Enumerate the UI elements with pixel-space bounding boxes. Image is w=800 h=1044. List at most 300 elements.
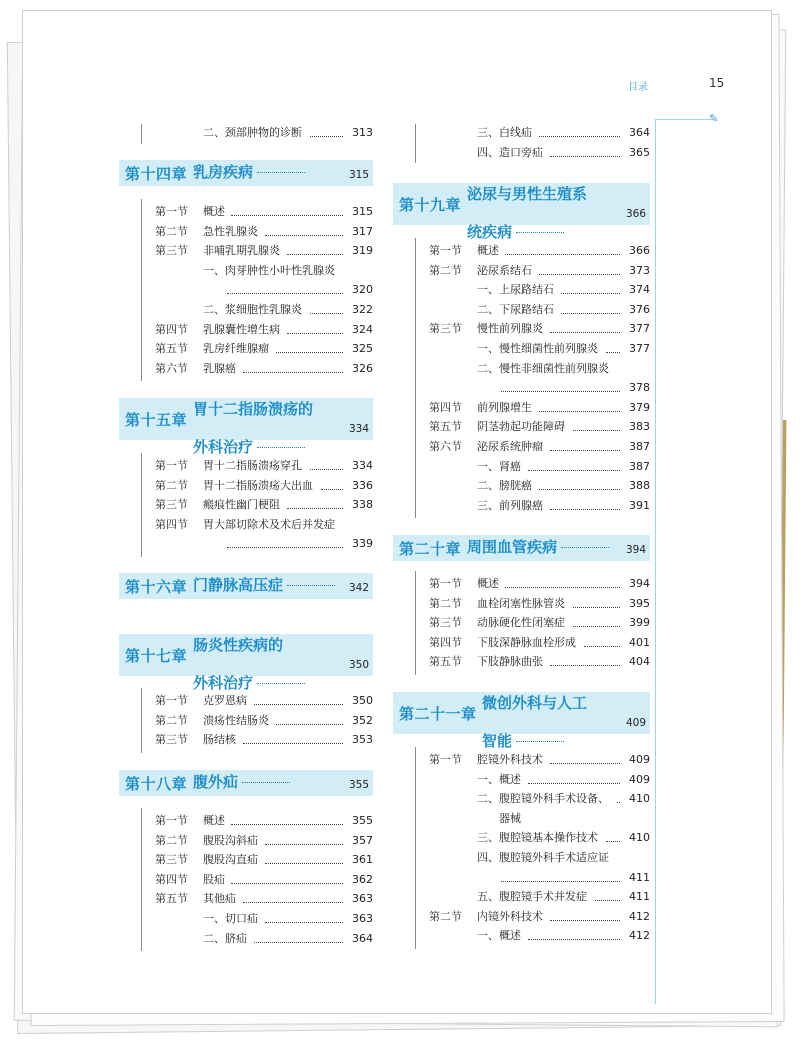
subsection-title: 二、颈部肿物的诊断 xyxy=(203,126,302,139)
toc-entry xyxy=(393,281,650,299)
toc-entry xyxy=(393,262,650,280)
subsection-title: 二、膀胱癌 xyxy=(477,479,532,493)
leader-dots xyxy=(276,352,343,353)
subsection-title: 一、概述 xyxy=(477,929,521,943)
page-ref: 391 xyxy=(629,498,650,512)
section-title: 慢性前列腺炎 xyxy=(477,322,543,336)
section-rule xyxy=(141,199,142,381)
page-ref: 410 xyxy=(629,792,650,806)
section-number: 第三节 xyxy=(429,616,462,630)
chapter-page-ref: 394 xyxy=(625,544,646,556)
toc-entry xyxy=(393,829,650,847)
leader-dots xyxy=(276,724,343,725)
toc-entry xyxy=(119,340,373,358)
leader-dots xyxy=(561,313,620,314)
page-ref: 409 xyxy=(629,753,650,766)
leader-dots xyxy=(550,665,620,666)
page-ref: 366 xyxy=(629,244,650,257)
chapter-page-ref: 355 xyxy=(348,779,369,791)
chapter-leader-dots xyxy=(561,547,609,548)
subsection-title: 二、下尿路结石 xyxy=(477,302,554,316)
section-title: 腹股沟斜疝 xyxy=(203,833,258,847)
leader-dots xyxy=(265,235,343,236)
chapter-heading xyxy=(119,770,373,796)
section-rule xyxy=(141,124,142,144)
page-ref: 319 xyxy=(352,244,373,258)
page-ref: 399 xyxy=(629,616,650,630)
section-number: 第四节 xyxy=(155,322,188,336)
leader-dots xyxy=(254,704,343,705)
toc-entry xyxy=(119,321,373,339)
leader-dots xyxy=(539,274,620,275)
leader-dots xyxy=(539,489,620,490)
chapter-title xyxy=(193,773,290,792)
subsection-title: 二、浆细胞性乳腺炎 xyxy=(203,303,302,316)
chapter-title-line: 周围血管疾病 xyxy=(467,538,558,556)
section-number: 第五节 xyxy=(429,655,462,669)
leader-dots xyxy=(550,509,620,510)
toc-entry xyxy=(393,477,650,495)
section-rule xyxy=(141,453,142,557)
chapter-heading xyxy=(119,398,373,456)
section-number: 第五节 xyxy=(429,420,462,434)
section-title: 其他疝 xyxy=(203,892,236,906)
section-number: 第六节 xyxy=(429,440,462,453)
corner-rule-vertical xyxy=(655,119,656,1004)
subsection-title: 五、腹腔镜手术并发症 xyxy=(477,890,587,904)
subsection-title: 一、慢性细菌性前列腺炎 xyxy=(477,342,598,355)
section-number: 第二节 xyxy=(155,224,188,238)
chapter-page-ref: 366 xyxy=(625,208,646,220)
toc-entry xyxy=(119,930,373,948)
section-number: 第四节 xyxy=(155,872,188,886)
page-ref: 404 xyxy=(629,655,650,669)
section-number: 第三节 xyxy=(155,244,188,258)
leader-dots xyxy=(505,254,620,255)
chapter-page-ref: 350 xyxy=(348,659,369,671)
section-number: 第二节 xyxy=(429,263,462,277)
chapter-number: 第二十一章 xyxy=(399,705,477,723)
page-ref: 377 xyxy=(629,342,650,355)
page-ref: 338 xyxy=(352,498,373,512)
toc-entry xyxy=(119,223,373,241)
chapter-heading xyxy=(119,634,373,692)
toc-entry xyxy=(393,869,650,887)
section-number: 第三节 xyxy=(155,498,188,512)
chapter-page-ref: 409 xyxy=(625,717,646,729)
section-rule xyxy=(415,571,416,675)
chapter-number: 第二十章 xyxy=(399,540,462,558)
toc-entry xyxy=(119,242,373,260)
corner-rule-horizontal xyxy=(655,119,713,120)
toc-entry xyxy=(393,399,650,417)
leader-dots xyxy=(528,783,620,784)
chapter-title-line: 门静脉高压症 xyxy=(193,576,284,594)
toc-entry xyxy=(393,634,650,652)
subsection-title: 二、脐疝 xyxy=(203,931,247,945)
page-ref: 411 xyxy=(629,870,650,884)
section-title: 股疝 xyxy=(203,872,225,886)
toc-entry xyxy=(393,438,650,456)
section-title: 肠结核 xyxy=(203,733,236,747)
toc-entry xyxy=(119,910,373,928)
chapter-page-ref: 334 xyxy=(348,423,369,435)
toc-entry xyxy=(119,124,373,142)
page-ref: 334 xyxy=(352,459,373,472)
leader-dots xyxy=(550,332,620,333)
chapter-title-line: 腹外疝 xyxy=(193,773,239,791)
page-ref: 324 xyxy=(352,322,373,336)
leader-dots xyxy=(231,215,343,216)
leader-dots xyxy=(287,254,343,255)
section-number: 第四节 xyxy=(429,635,462,649)
section-number: 第三节 xyxy=(155,733,188,747)
toc-entry xyxy=(393,242,650,260)
section-rule xyxy=(415,747,416,949)
page-ref: 376 xyxy=(629,302,650,316)
toc-entry xyxy=(393,458,650,476)
leader-dots xyxy=(310,469,343,470)
page-ref: 317 xyxy=(352,224,373,238)
leader-dots xyxy=(550,450,620,451)
section-title: 阴茎勃起功能障碍 xyxy=(477,420,565,434)
toc-entry xyxy=(393,888,650,906)
leader-dots xyxy=(287,333,343,334)
section-title: 急性乳腺炎 xyxy=(203,224,258,238)
leader-dots xyxy=(243,372,343,373)
section-title: 乳房纤维腺瘤 xyxy=(203,342,269,356)
leader-dots xyxy=(550,156,620,157)
page-ref: 320 xyxy=(352,283,373,297)
section-title: 乳腺癌 xyxy=(203,361,236,375)
toc-entry xyxy=(119,731,373,749)
section-title: 血栓闭塞性脉管炎 xyxy=(477,596,565,610)
chapter-leader-dots xyxy=(516,741,564,742)
toc-entry xyxy=(393,575,650,593)
toc-entry xyxy=(393,379,650,397)
toc-entry xyxy=(393,927,650,945)
page-ref: 401 xyxy=(629,635,650,649)
section-title: 胃大部切除术及术后并发症 xyxy=(203,517,335,531)
chapter-title xyxy=(193,636,305,693)
page-ref: 379 xyxy=(629,400,650,414)
toc-entry xyxy=(393,790,650,808)
section-number: 第一节 xyxy=(155,459,188,472)
page-ref: 387 xyxy=(629,459,650,473)
page-ref: 395 xyxy=(629,596,650,610)
chapter-title-line: 智能 xyxy=(482,732,513,750)
chapter-number: 第十八章 xyxy=(125,775,188,793)
section-number: 第一节 xyxy=(429,753,462,766)
subsection-title: 一、切口疝 xyxy=(203,912,258,925)
toc-entry xyxy=(119,203,373,221)
section-rule xyxy=(141,688,142,753)
section-number: 第六节 xyxy=(155,361,188,375)
subsection-title: 三、腹腔镜基本操作技术 xyxy=(477,831,598,845)
leader-dots xyxy=(550,763,620,764)
leader-dots xyxy=(606,841,620,842)
toc-entry xyxy=(119,535,373,553)
page-ref: 412 xyxy=(629,929,650,943)
page-ref: 363 xyxy=(352,892,373,906)
chapter-title xyxy=(193,576,335,595)
section-title: 下肢静脉曲张 xyxy=(477,655,543,669)
page-ref: 362 xyxy=(352,872,373,886)
chapter-number: 第十六章 xyxy=(125,578,188,596)
subsection-title-continued: 器械 xyxy=(499,811,521,825)
toc-entry xyxy=(119,360,373,378)
leader-dots xyxy=(310,136,343,137)
subsection-title: 二、慢性非细菌性前列腺炎 xyxy=(477,361,609,375)
chapter-heading xyxy=(393,535,650,561)
subsection-title: 一、肉芽肿性小叶性乳腺炎 xyxy=(203,263,335,277)
page-ref: 394 xyxy=(629,577,650,590)
leader-dots xyxy=(505,587,620,588)
chapter-leader-dots xyxy=(257,447,305,448)
chapter-title xyxy=(193,163,305,182)
leader-dots xyxy=(528,470,620,471)
leader-dots xyxy=(501,881,620,882)
chapter-heading xyxy=(119,573,373,599)
toc-entry xyxy=(393,849,650,867)
leader-dots xyxy=(227,293,343,294)
chapter-title-line: 胃十二指肠溃疡的 xyxy=(193,400,314,418)
leader-dots xyxy=(606,352,620,353)
toc-entry xyxy=(393,771,650,789)
section-number: 第二节 xyxy=(155,478,188,492)
leader-dots xyxy=(243,743,343,744)
page-ref: 412 xyxy=(629,909,650,923)
chapter-number: 第十四章 xyxy=(125,165,188,183)
leader-dots xyxy=(254,942,343,943)
toc-entry xyxy=(393,340,650,358)
section-number: 第二节 xyxy=(429,909,462,923)
section-title: 腹股沟直疝 xyxy=(203,853,258,867)
toc-page xyxy=(22,10,772,1014)
page-ref: 377 xyxy=(629,322,650,336)
section-number: 第三节 xyxy=(429,322,462,336)
section-title: 下肢深静脉血栓形成 xyxy=(477,635,576,649)
section-title: 概述 xyxy=(203,205,225,218)
page-number: 15 xyxy=(709,76,725,90)
leader-dots xyxy=(265,863,343,864)
leader-dots xyxy=(595,900,620,901)
page-ref: 364 xyxy=(352,931,373,945)
toc-entry xyxy=(119,516,373,534)
subsection-title: 四、造口旁疝 xyxy=(477,146,543,159)
page-ref: 357 xyxy=(352,833,373,847)
leader-dots xyxy=(573,430,620,431)
toc-entry xyxy=(119,496,373,514)
toc-entry xyxy=(393,320,650,338)
chapter-heading xyxy=(393,183,650,241)
toc-entry xyxy=(393,497,650,515)
section-number: 第三节 xyxy=(155,853,188,867)
leader-dots xyxy=(227,547,343,548)
page-ref: 339 xyxy=(352,537,373,551)
subsection-title: 一、概述 xyxy=(477,772,521,786)
toc-entry xyxy=(119,890,373,908)
leader-dots xyxy=(265,844,343,845)
section-number: 第一节 xyxy=(155,694,188,707)
chapter-title-line: 外科治疗 xyxy=(193,674,254,692)
toc-entry xyxy=(119,832,373,850)
toc-entry xyxy=(119,871,373,889)
section-number: 第二节 xyxy=(155,833,188,847)
chapter-title-line: 肠炎性疾病的 xyxy=(193,636,284,654)
toc-entry xyxy=(393,301,650,319)
toc-entry xyxy=(393,124,650,142)
leader-dots xyxy=(584,646,620,647)
leader-dots xyxy=(231,883,343,884)
chapter-leader-dots xyxy=(287,585,335,586)
leader-dots xyxy=(310,313,343,314)
chapter-leader-dots xyxy=(516,232,564,233)
page-ref: 326 xyxy=(352,361,373,375)
page-ref: 361 xyxy=(352,853,373,867)
subsection-title: 一、肾癌 xyxy=(477,459,521,473)
section-label: 目录 xyxy=(628,82,648,93)
chapter-title xyxy=(467,185,587,242)
section-number: 第二节 xyxy=(429,596,462,610)
section-number: 第一节 xyxy=(429,577,462,590)
section-title: 概述 xyxy=(477,577,499,590)
toc-entry xyxy=(393,418,650,436)
leader-dots xyxy=(501,391,620,392)
section-title: 概述 xyxy=(477,244,499,257)
chapter-leader-dots xyxy=(257,683,305,684)
section-title: 腔镜外科技术 xyxy=(477,753,543,766)
toc-entry xyxy=(393,144,650,162)
page-ref: 410 xyxy=(629,831,650,845)
page-ref: 374 xyxy=(629,283,650,297)
page-ref: 350 xyxy=(352,694,373,707)
subsection-title: 三、白线疝 xyxy=(477,126,532,139)
chapter-heading xyxy=(119,160,373,186)
chapter-title-line: 泌尿与男性生殖系 xyxy=(467,185,588,203)
leader-dots xyxy=(573,626,620,627)
toc-entry xyxy=(119,851,373,869)
section-title: 乳腺囊性增生病 xyxy=(203,322,280,336)
leader-dots xyxy=(550,920,620,921)
leader-dots xyxy=(265,922,343,923)
section-title: 前列腺增生 xyxy=(477,400,532,414)
section-title: 胃十二指肠溃疡穿孔 xyxy=(203,459,302,472)
section-number: 第五节 xyxy=(155,342,188,356)
toc-entry xyxy=(119,281,373,299)
section-number: 第四节 xyxy=(155,517,188,531)
chapter-title-line: 微创外科与人工 xyxy=(482,694,588,712)
page-ref: 355 xyxy=(352,814,373,827)
page-ref: 313 xyxy=(352,126,373,139)
section-number: 第五节 xyxy=(155,892,188,906)
chapter-title xyxy=(482,694,587,751)
toc-entry xyxy=(119,812,373,830)
toc-entry xyxy=(393,908,650,926)
toc-entry xyxy=(119,692,373,710)
page-ref: 388 xyxy=(629,479,650,493)
section-title: 泌尿系统肿瘤 xyxy=(477,440,543,453)
section-rule xyxy=(415,124,416,163)
toc-entry xyxy=(393,751,650,769)
section-rule xyxy=(415,238,416,518)
toc-entry xyxy=(119,301,373,319)
page-ref: 409 xyxy=(629,772,650,786)
toc-entry-continued xyxy=(393,810,650,828)
chapter-page-ref: 342 xyxy=(348,582,369,594)
leader-dots xyxy=(573,607,620,608)
toc-entry xyxy=(393,653,650,671)
chapter-leader-dots xyxy=(257,172,305,173)
chapter-heading xyxy=(393,692,650,750)
section-title: 动脉硬化性闭塞症 xyxy=(477,616,565,630)
chapter-page-ref: 315 xyxy=(348,169,369,181)
page-ref: 336 xyxy=(352,478,373,492)
section-title: 非哺乳期乳腺炎 xyxy=(203,244,280,258)
chapter-title xyxy=(467,538,609,557)
page-ref: 387 xyxy=(629,440,650,453)
section-number: 第一节 xyxy=(155,814,188,827)
toc-entry xyxy=(119,712,373,730)
chapter-title xyxy=(193,400,313,457)
subsection-title: 三、前列腺癌 xyxy=(477,498,543,512)
section-title: 内镜外科技术 xyxy=(477,909,543,923)
leader-dots xyxy=(231,824,343,825)
section-title: 瘢痕性幽门梗阻 xyxy=(203,498,280,512)
page-ref: 378 xyxy=(629,381,650,395)
section-number: 第一节 xyxy=(429,244,462,257)
leader-dots xyxy=(243,902,343,903)
page-ref: 411 xyxy=(629,890,650,904)
leader-dots xyxy=(539,136,620,137)
page-ref: 352 xyxy=(352,713,373,727)
toc-entry xyxy=(119,457,373,475)
page-ref: 322 xyxy=(352,303,373,316)
subsection-title: 二、腹腔镜外科手术设备、 xyxy=(477,792,609,806)
page-ref: 315 xyxy=(352,205,373,218)
page-ref: 364 xyxy=(629,126,650,139)
chapter-title-line: 乳房疾病 xyxy=(193,163,254,181)
section-number: 第四节 xyxy=(429,400,462,414)
chapter-leader-dots xyxy=(242,782,290,783)
page-ref: 363 xyxy=(352,912,373,925)
chapter-number: 第十七章 xyxy=(125,647,188,665)
leader-dots xyxy=(321,489,343,490)
section-title: 概述 xyxy=(203,814,225,827)
section-number: 第一节 xyxy=(155,205,188,218)
page-ref: 353 xyxy=(352,733,373,747)
toc-entry xyxy=(119,262,373,280)
section-rule xyxy=(141,808,142,951)
section-title: 胃十二指肠溃疡大出血 xyxy=(203,478,313,492)
page-ref: 365 xyxy=(629,146,650,159)
page-ref: 373 xyxy=(629,263,650,277)
section-number: 第二节 xyxy=(155,713,188,727)
leader-dots xyxy=(528,939,620,940)
leader-dots xyxy=(287,508,343,509)
page-ref: 383 xyxy=(629,420,650,434)
leader-dots xyxy=(561,293,620,294)
leader-dots xyxy=(539,411,620,412)
pen-icon: ✎ xyxy=(709,112,719,125)
section-title: 泌尿系结石 xyxy=(477,263,532,277)
section-title: 克罗恩病 xyxy=(203,694,247,707)
leader-dots xyxy=(617,802,620,803)
section-title: 溃疡性结肠炎 xyxy=(203,713,269,727)
toc-entry xyxy=(393,360,650,378)
toc-entry xyxy=(393,614,650,632)
subsection-title: 四、腹腔镜外科手术适应证 xyxy=(477,851,609,864)
